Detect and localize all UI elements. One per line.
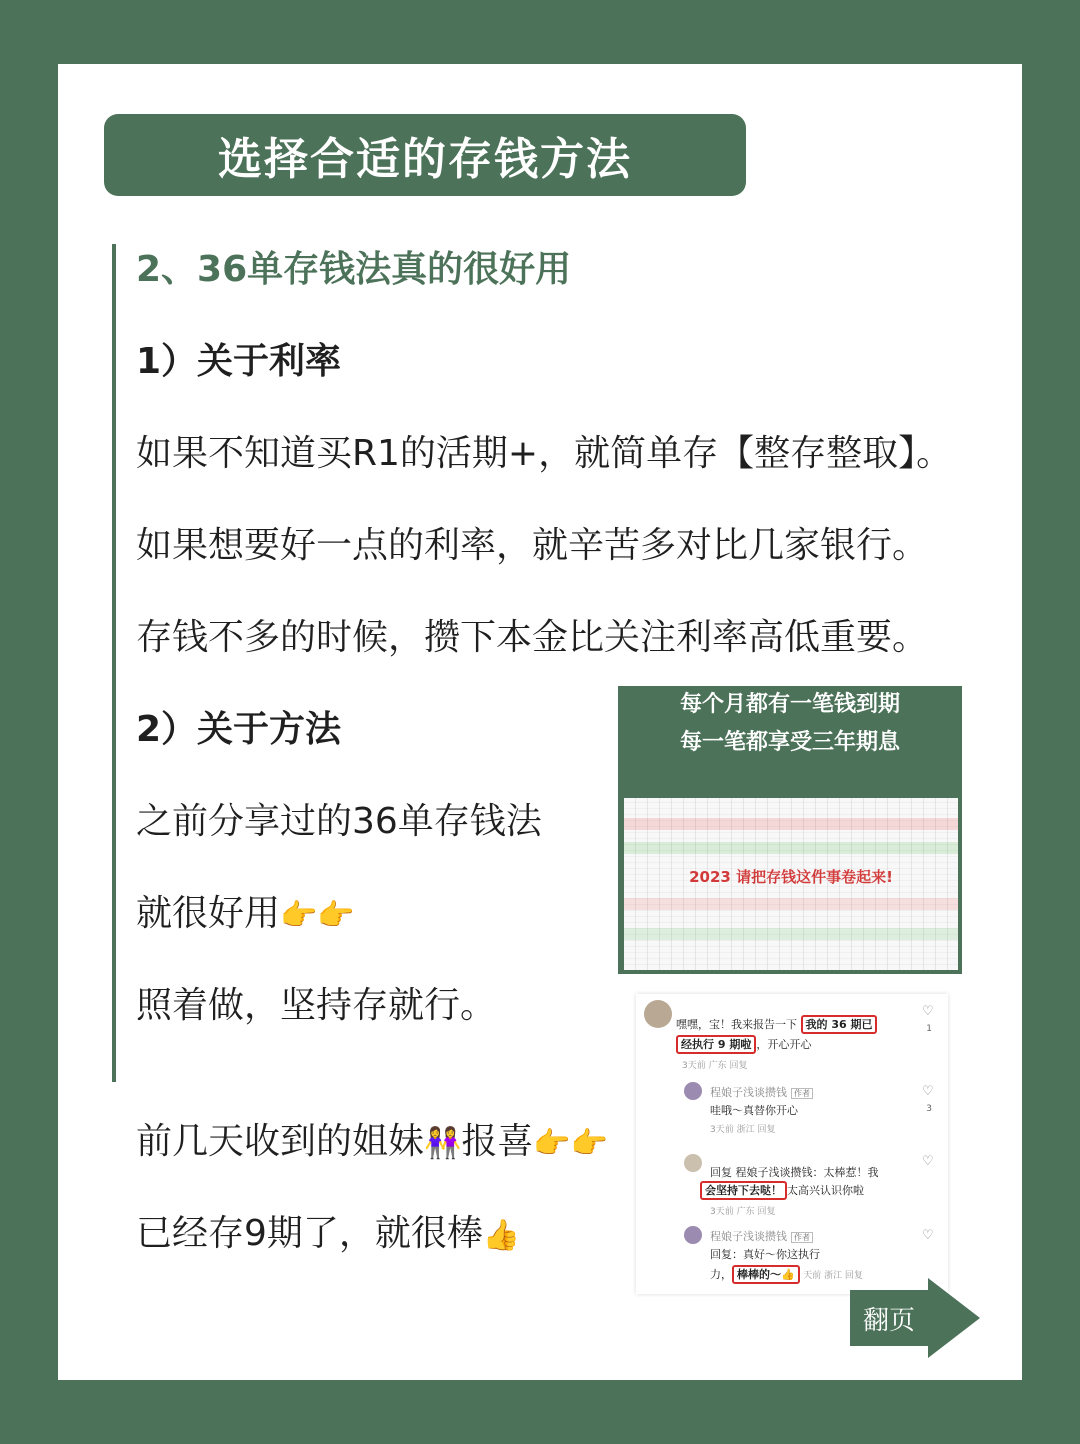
comment-1-meta: 3天前 广东 回复 [682, 1061, 748, 1071]
next-page-label: 翻页 [850, 1290, 928, 1346]
thumbs-up-icon: 👍 [482, 1218, 521, 1253]
sheet-heading [618, 686, 962, 762]
section-divider [112, 244, 116, 1082]
comment-4-part-b: 力， [710, 1268, 732, 1281]
method-line-2 [136, 892, 355, 938]
paragraph-line-1: 如果不知道买R1的活期+，就简单存【整存整取】。 [136, 433, 953, 474]
heart-icon[interactable]: ♡ [922, 1004, 934, 1019]
comment-1-part-b: ，开心开心 [756, 1038, 812, 1051]
comment-4-text-2 [710, 1266, 863, 1282]
story-line-2 [136, 1212, 520, 1258]
next-page-button[interactable] [850, 1290, 982, 1370]
comment-4-text: 回复：真好～你这执行 [710, 1248, 820, 1261]
story-line-1a: 前几天收到的姐妹 [136, 1121, 425, 1162]
comment-1-text [676, 1016, 877, 1032]
sheet-caption: 2023 请把存钱这件事卷起来! [689, 868, 893, 886]
point-right-icon: 👉👉 [533, 1126, 609, 1161]
comment-1-part-a: 嘿嘿，宝！我来报告一下 [676, 1018, 797, 1031]
story-line-1 [136, 1120, 608, 1166]
heart-icon[interactable]: ♡ [922, 1228, 934, 1243]
sheet-row-highlight [624, 842, 958, 854]
comment-2-text: 哇哦～真替你开心 [710, 1104, 798, 1117]
paragraph-line-2: 如果想要好一点的利率，就辛苦多对比几家银行。 [136, 525, 929, 566]
sheet-row-highlight [624, 928, 958, 940]
comment-2-user [710, 1084, 813, 1100]
comment-4-username: 程娘子浅谈攒钱 [710, 1230, 787, 1243]
method-line-3: 照着做，坚持存就行。 [136, 985, 497, 1026]
spreadsheet-thumbnail [618, 686, 962, 974]
comment-4-user [710, 1228, 813, 1244]
content-card [58, 64, 1022, 1380]
comment-2-username: 程娘子浅谈攒钱 [710, 1086, 787, 1099]
avatar [684, 1226, 702, 1244]
avatar [684, 1154, 702, 1172]
comment-4-highlight: 棒棒的～👍 [732, 1265, 800, 1284]
section-title: 2、36单存钱法真的很好用 [136, 249, 572, 290]
comment-3-text-2 [700, 1182, 864, 1198]
sheet-grid-image [624, 798, 958, 970]
method-line-1: 之前分享过的36单存钱法 [136, 801, 542, 842]
author-badge: 作者 [791, 1232, 813, 1243]
sheet-row-highlight [624, 898, 958, 910]
avatar [684, 1082, 702, 1100]
sheet-title-line-1: 每个月都有一笔钱到期 [679, 692, 900, 717]
heart-icon[interactable]: ♡ [922, 1154, 934, 1169]
story-line-2-text: 已经存9期了，就很棒 [136, 1213, 483, 1254]
comment-3-text: 回复 程娘子浅谈攒钱：太棒惹！我 [710, 1166, 879, 1179]
comment-1-highlight-a: 我的 36 期已 [801, 1015, 878, 1034]
subheading-method [136, 708, 341, 752]
avatar [644, 1000, 672, 1028]
comment-3-meta: 3天前 广东 回复 [710, 1207, 776, 1217]
comment-1-text-2 [676, 1036, 811, 1052]
like-count: 3 [926, 1104, 932, 1114]
comment-3-part-b: 太高兴认识你啦 [787, 1184, 864, 1197]
comment-1-highlight-b: 经执行 9 期啦 [676, 1035, 756, 1054]
story-line-1b: 报喜 [461, 1121, 534, 1162]
subheading-text: 2）关于方法 [136, 709, 342, 750]
author-badge: 作者 [791, 1088, 813, 1099]
subheading-interest-rate [136, 340, 341, 384]
page-title-banner: 选择合适的存钱方法 [104, 114, 746, 196]
paragraph-line-3: 存钱不多的时候，攒下本金比关注利率高低重要。 [136, 617, 929, 658]
method-line-2-text: 就很好用 [136, 893, 281, 934]
sheet-title-line-2: 每一笔都享受三年期息 [679, 730, 900, 755]
arrow-right-icon [928, 1278, 980, 1358]
heart-icon[interactable]: ♡ [922, 1084, 934, 1099]
sheet-row-highlight [624, 818, 958, 830]
like-count: 1 [926, 1024, 932, 1034]
comment-4-meta: 天前 浙江 回复 [803, 1271, 863, 1281]
subheading-text: 1）关于利率 [136, 341, 342, 382]
point-right-icon: 👉👉 [280, 898, 355, 933]
sisters-icon: 👭 [424, 1126, 462, 1161]
comment-3-highlight: 会坚持下去哒！ [700, 1181, 787, 1200]
comment-2-meta: 3天前 浙江 回复 [710, 1125, 776, 1135]
comments-screenshot [636, 994, 948, 1294]
